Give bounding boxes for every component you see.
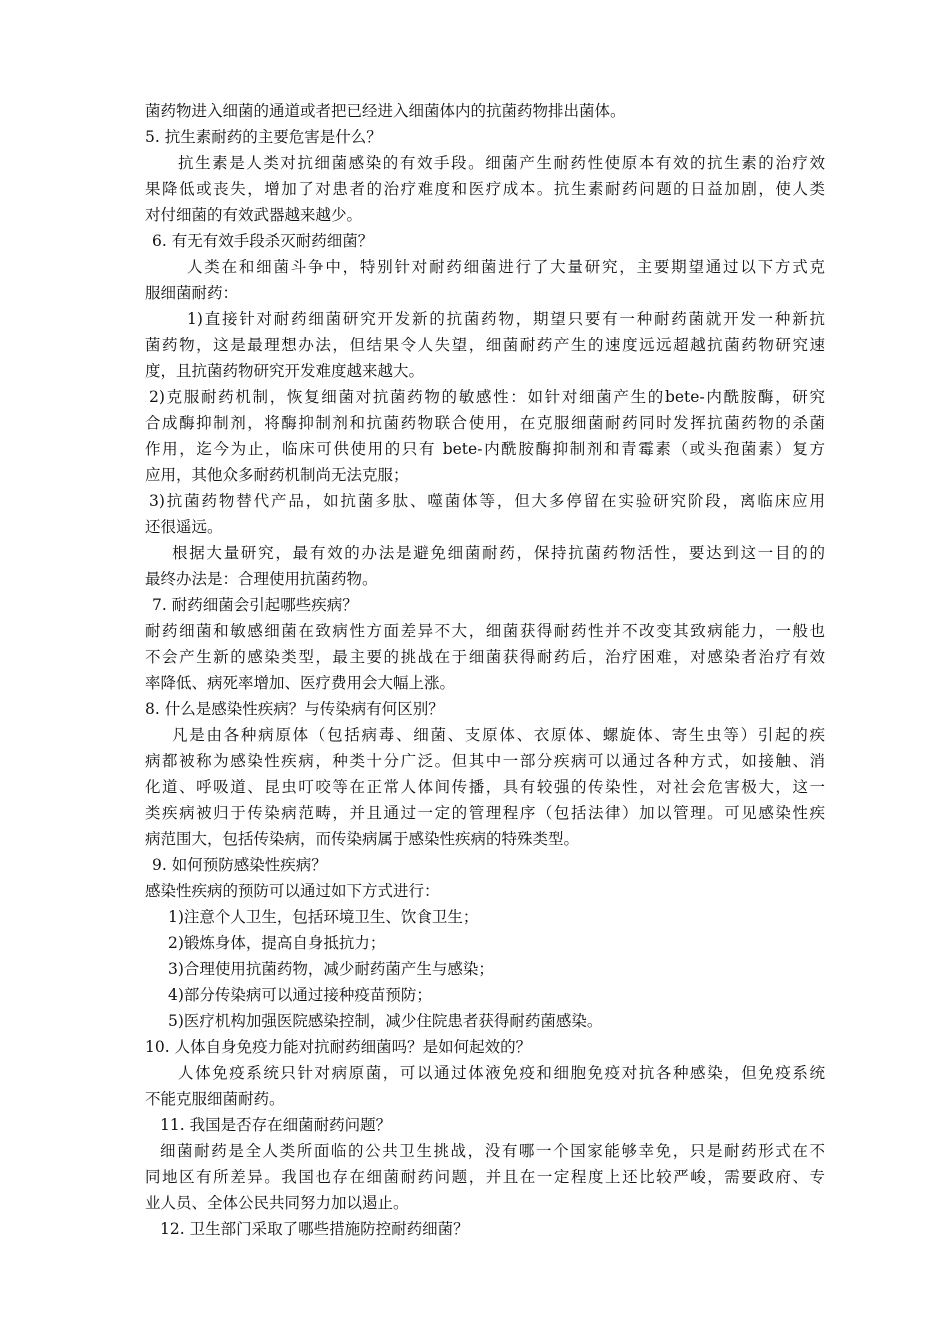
text-line: 业人员、全体公民共同努力加以遏止。: [145, 1194, 409, 1212]
text-line: 作用，迄今为止，临床可供使用的只有 bete-内酰胺酶抑制剂和青霉素（或头孢菌素）复方: [145, 440, 825, 458]
list-item: 3)合理使用抗菌药物，减少耐药菌产生与感染；: [168, 960, 494, 978]
text-line: 菌药物，这是最理想办法，但结果令人失望，细菌耐药产生的速度远远超越抗菌药物研究速: [145, 336, 825, 354]
text-line: 人类在和细菌斗争中，特别针对耐药细菌进行了大量研究，主要期望通过以下方式克: [187, 258, 825, 276]
text-line: 菌药物进入细菌的通道或者把已经进入细菌体内的抗菌药物排出菌体。: [145, 102, 626, 120]
text-line: 果降低或丧失，增加了对患者的治疗难度和医疗成本。抗生素耐药问题的日益加剧，使人类: [145, 180, 825, 198]
text-line: 病都被称为感染性疾病，种类十分广泛。但其中一部分疾病可以通过各种方式，如接触、消: [145, 752, 825, 770]
list-item: 5)医疗机构加强医院感染控制，减少住院患者获得耐药菌感染。: [168, 1012, 603, 1030]
text-line: 应用，其他众多耐药机制尚无法克服；: [145, 466, 409, 484]
question-heading: 11. 我国是否存在细菌耐药问题？: [160, 1116, 392, 1134]
text-line: 根据大量研究，最有效的办法是避免细菌耐药，保持抗菌药物活性，要达到这一目的的: [172, 544, 825, 562]
text-line: 服细菌耐药：: [145, 284, 239, 302]
text-line: 同地区有所差异。我国也存在细菌耐药问题，并且在一定程度上还比较严峻，需要政府、专: [145, 1168, 825, 1186]
text-line: 对付细菌的有效武器越来越少。: [145, 206, 363, 224]
list-item: 1)注意个人卫生，包括环境卫生、饮食卫生；: [168, 908, 479, 926]
question-heading: 6. 有无有效手段杀灭耐药细菌？: [152, 232, 374, 250]
text-line: 耐药细菌和敏感细菌在致病性方面差异不大，细菌获得耐药性并不改变其致病能力，一般也: [145, 622, 825, 640]
question-heading: 5. 抗生素耐药的主要危害是什么？: [145, 128, 382, 146]
question-heading: 7. 耐药细菌会引起哪些疾病？: [152, 596, 358, 614]
question-heading: 12. 卫生部门采取了哪些措施防控耐药细菌？: [160, 1220, 469, 1238]
text-line: 2)克服耐药机制，恢复细菌对抗菌药物的敏感性：如针对细菌产生的bete-内酰胺酶，研究: [149, 388, 825, 406]
text-line: 最终办法是：合理使用抗菌药物。: [145, 570, 378, 588]
text-line: 人体免疫系统只针对病原菌，可以通过体液免疫和细胞免疫对抗各种感染，但免疫系统: [178, 1064, 825, 1082]
text-line: 合成酶抑制剂，将酶抑制剂和抗菌药物联合使用，在克服细菌耐药同时发挥抗菌药物的杀菌: [145, 414, 825, 432]
text-line: 化道、呼吸道、昆虫叮咬等在正常人体间传播，具有较强的传染性，对社会危害极大，这一: [145, 778, 825, 796]
text-line: 还很遥远。: [145, 518, 223, 536]
text-line: 凡是由各种病原体（包括病毒、细菌、支原体、衣原体、螺旋体、寄生虫等）引起的疾: [172, 726, 825, 744]
question-heading: 8. 什么是感染性疾病？与传染病有何区别？: [145, 700, 444, 718]
list-item: 2)锻炼身体，提高自身抵抗力；: [168, 934, 386, 952]
text-line: 病范围大，包括传染病，而传染病属于感染性疾病的特殊类型。: [145, 830, 580, 848]
text-line: 度，且抗菌药物研究开发难度越来越大。: [145, 362, 425, 380]
text-line: 1)直接针对耐药细菌研究开发新的抗菌药物，期望只要有一种耐药菌就开发一种新抗: [187, 310, 825, 328]
text-line: 细菌耐药是全人类所面临的公共卫生挑战，没有哪一个国家能够幸免，只是耐药形式在不: [160, 1142, 825, 1160]
text-line: 不能克服细菌耐药。: [145, 1090, 285, 1108]
text-line: 感染性疾病的预防可以通过如下方式进行：: [145, 882, 440, 900]
text-line: 3)抗菌药物替代产品，如抗菌多肽、噬菌体等，但大多停留在实验研究阶段，离临床应用: [149, 492, 825, 510]
question-heading: 10. 人体自身免疫力能对抗耐药细菌吗？是如何起效的？: [145, 1038, 532, 1056]
question-heading: 9. 如何预防感染性疾病？: [152, 856, 327, 874]
text-line: 不会产生新的感染类型，最主要的挑战在于细菌获得耐药后，治疗困难，对感染者治疗有效: [145, 648, 825, 666]
text-line: 类疾病被归于传染病范畴，并且通过一定的管理程序（包括法律）加以管理。可见感染性疾: [145, 804, 825, 822]
list-item: 4)部分传染病可以通过接种疫苗预防；: [168, 986, 432, 1004]
text-line: 率降低、病死率增加、医疗费用会大幅上涨。: [145, 674, 456, 692]
text-line: 抗生素是人类对抗细菌感染的有效手段。细菌产生耐药性使原本有效的抗生素的治疗效: [178, 154, 825, 172]
